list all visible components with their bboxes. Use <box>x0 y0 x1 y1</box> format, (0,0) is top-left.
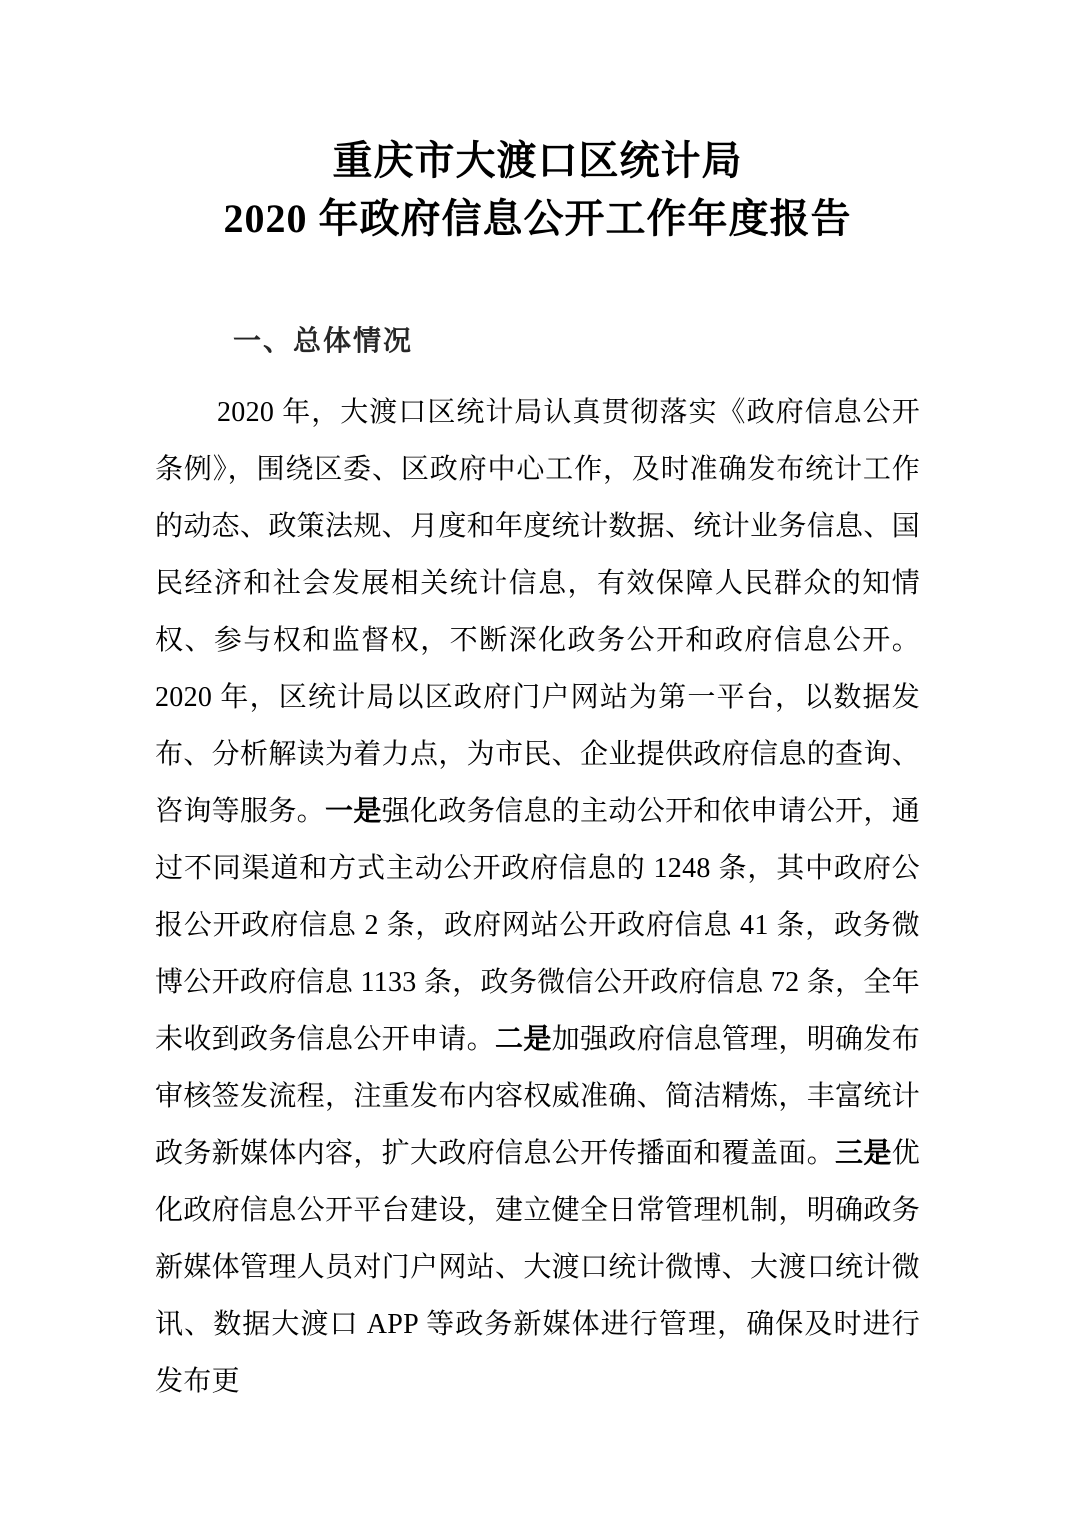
section-heading: 一、总体情况 <box>233 325 414 356</box>
paragraph-run-5: 加强政府信息管理，明确发布审核签发流程，注重发布内容权威准确、简洁精炼，丰富统计政务新媒体内容，扩大政府信息公开传播面和覆盖面。 <box>155 1024 920 1169</box>
body-paragraph <box>155 384 920 1410</box>
document-title <box>155 132 920 248</box>
paragraph-run-7: 优化政府信息公开平台建设，建立健全日常管理机制，明确政务新媒体管理人员对门户网站、大渡口统计微博、大渡口统计微讯、数据大渡口 APP 等政务新媒体进行管理，确保及时进行发布更 <box>155 1138 920 1397</box>
paragraph-run-2-bold: 一是 <box>325 796 382 827</box>
paragraph-run-1: 2020 年，大渡口区统计局认真贯彻落实《政府信息公开条例》，围绕区委、区政府中心工作，及时准确发布统计工作的动态、政策法规、月度和年度统计数据、统计业务信息、国民经济和社会发展相关统计信息，有效保障人民群众的知情权、参与权和监督权，不断深化政务公开和政府信息公开。2020 年，区统计局以区政府门户网站为第一平台，以数据发布、分析解读为着力点，为市民、企业提供政府信息的查询、咨询等服务。 <box>155 397 920 827</box>
title-line-2: 2020 年政府信息公开工作年度报告 <box>223 196 852 241</box>
title-line-1: 重庆市大渡口区统计局 <box>332 138 743 183</box>
paragraph-run-3: 强化政务信息的主动公开和依申请公开，通过不同渠道和方式主动公开政府信息的 1248 条，其中政府公报公开政府信息 2 条，政府网站公开政府信息 41 条，政务微博公开政府信息 1133 条，政务微信公开政府信息 72 条，全年未收到政务信息公开申请。 <box>155 796 920 1055</box>
paragraph-run-6-bold: 三是 <box>835 1138 892 1169</box>
paragraph-run-4-bold: 二是 <box>495 1024 552 1055</box>
